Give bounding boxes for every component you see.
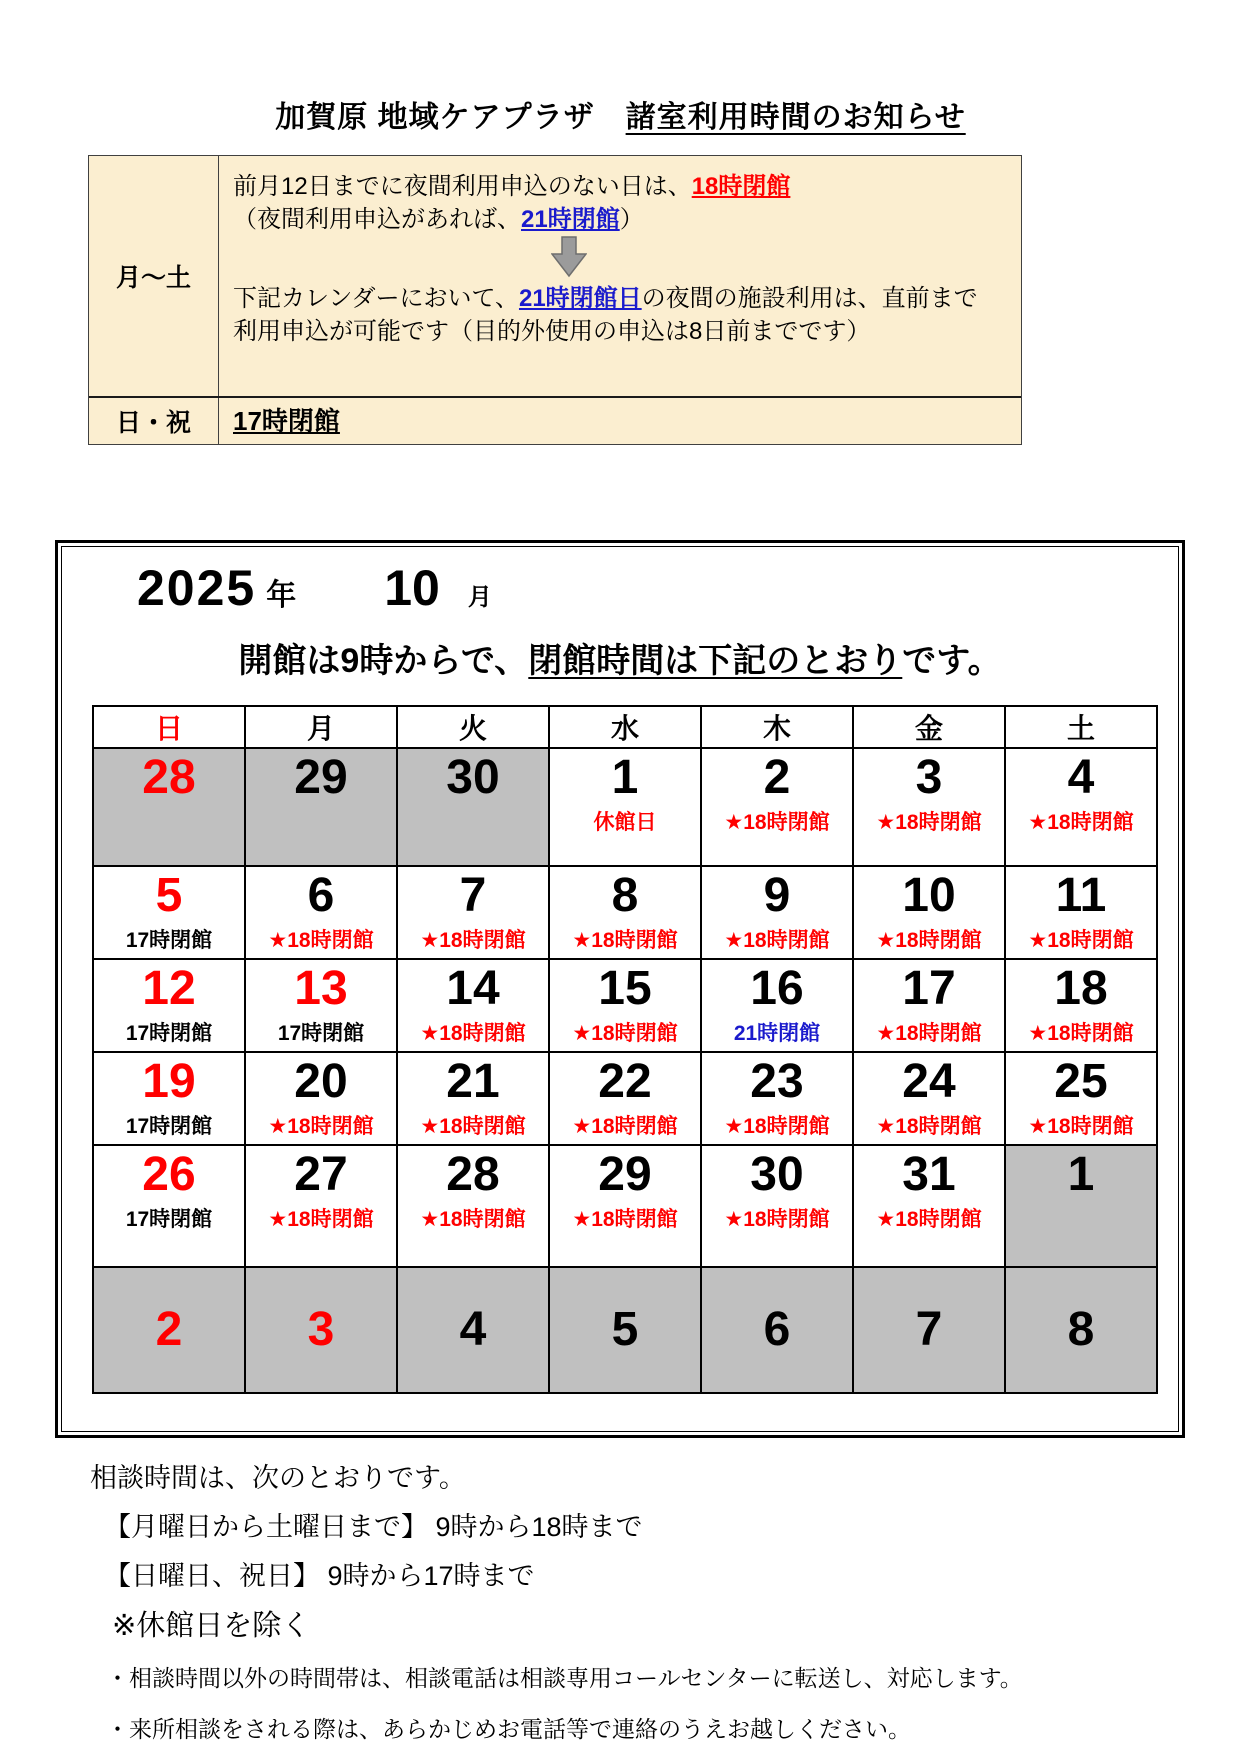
calendar-cell — [853, 1267, 1005, 1393]
sunhol-label: 日・祝 — [89, 398, 219, 444]
calendar-cell — [853, 1145, 1005, 1267]
calendar-week-row — [93, 748, 1157, 866]
day-number: 18 — [1054, 962, 1108, 1015]
day-number: 3 — [307, 1302, 335, 1356]
calendar-cell — [549, 748, 701, 866]
day-number: 23 — [750, 1055, 804, 1108]
closing-time-label: 17時閉館 — [125, 1115, 213, 1139]
consultation-intro: 相談時間は、次のとおりです。 — [90, 1463, 466, 1493]
monsat-line3-text: 下記カレンダーにおいて、 — [233, 285, 519, 312]
closing-time-label: ★18時閉館 — [420, 1115, 526, 1139]
calendar-cell — [245, 1267, 397, 1393]
close-17-highlight: 17時閉館 — [233, 405, 340, 436]
page-title-underlined: 諸室利用時間のお知らせ — [625, 101, 966, 134]
calendar-subtitle — [62, 633, 1178, 682]
day-number: 2 — [155, 1302, 183, 1356]
calendar-cell — [701, 1145, 853, 1267]
closing-time-label: ★18時閉館 — [876, 1115, 982, 1139]
day-number: 22 — [598, 1055, 652, 1108]
closing-time-label: 17時閉館 — [125, 929, 213, 953]
day-number: 20 — [294, 1055, 348, 1108]
calendar-cell — [397, 1145, 549, 1267]
calendar-cell — [397, 959, 549, 1052]
calendar-week-row — [93, 959, 1157, 1052]
calendar-cell — [549, 866, 701, 959]
day-number: 6 — [307, 869, 335, 922]
calendar-cell — [93, 1267, 245, 1393]
down-arrow-icon — [551, 236, 1011, 282]
monsat-line3-post: の夜間の施設利用は、直前まで — [641, 285, 978, 312]
calendar-cell — [245, 866, 397, 959]
calendar-cell — [549, 1267, 701, 1393]
calendar-week-row — [93, 1267, 1157, 1393]
calendar-cell — [397, 866, 549, 959]
closing-time-label: ★18時閉館 — [1028, 1022, 1134, 1046]
day-header-4: 木 — [701, 706, 853, 748]
closing-time-label: ★18時閉館 — [876, 1022, 982, 1046]
closing-time-label: 休館日 — [593, 811, 657, 835]
calendar-cell — [1005, 866, 1157, 959]
calendar-subtitle-post: です。 — [902, 642, 1002, 680]
calendar-week-row — [93, 1145, 1157, 1267]
calendar-cell — [701, 748, 853, 866]
closing-time-label: ★18時閉館 — [876, 1208, 982, 1232]
day-number: 11 — [1055, 869, 1107, 922]
closing-time-label: 17時閉館 — [277, 1022, 365, 1046]
close-18-highlight: 18時閉館 — [691, 173, 791, 200]
calendar-cell — [397, 1267, 549, 1393]
calendar-cell — [701, 959, 853, 1052]
closing-time-label: ★18時閉館 — [724, 1208, 830, 1232]
day-number: 30 — [446, 751, 500, 804]
calendar-cell — [93, 748, 245, 866]
calendar-cell — [853, 959, 1005, 1052]
calendar-cell — [853, 748, 1005, 866]
day-number: 2 — [763, 751, 791, 804]
closing-time-label: ★18時閉館 — [420, 1208, 526, 1232]
calendar-cell — [549, 959, 701, 1052]
monsat-label: 月～土 — [89, 156, 219, 396]
calendar-title — [137, 559, 492, 617]
closing-time-label: 17時閉館 — [125, 1208, 213, 1232]
day-number: 4 — [459, 1302, 487, 1356]
day-number: 27 — [294, 1148, 348, 1201]
calendar-panel — [55, 540, 1185, 1438]
monsat-line1-text: 前月12日までに夜間利用申込のない日は、 — [233, 173, 692, 200]
day-header-5: 金 — [853, 706, 1005, 748]
day-number: 8 — [611, 869, 639, 922]
closed-day-exception: ※休館日を除く — [112, 1610, 311, 1642]
day-number: 3 — [915, 751, 943, 804]
monsat-content — [219, 156, 1021, 396]
closing-time-label: 17時閉館 — [125, 1022, 213, 1046]
page-title — [0, 92, 1241, 136]
closing-time-label: ★18時閉館 — [876, 811, 982, 835]
closing-time-label: ★18時閉館 — [572, 1208, 678, 1232]
closing-time-label: ★18時閉館 — [420, 1022, 526, 1046]
calendar-cell — [853, 866, 1005, 959]
calendar-year-suffix: 年 — [266, 579, 297, 612]
monsat-line3 — [233, 282, 1011, 315]
closing-time-label: ★18時閉館 — [572, 1022, 678, 1046]
calendar-cell — [93, 959, 245, 1052]
day-number: 5 — [155, 869, 183, 922]
calendar-cell — [1005, 1267, 1157, 1393]
day-number: 25 — [1054, 1055, 1108, 1108]
calendar-cell — [93, 866, 245, 959]
calendar-cell — [93, 1052, 245, 1145]
day-number: 10 — [902, 869, 956, 922]
day-number: 1 — [611, 751, 639, 804]
calendar-cell — [245, 959, 397, 1052]
day-number: 4 — [1067, 751, 1095, 804]
consultation-notes — [90, 1456, 1200, 1755]
closing-time-label: ★18時閉館 — [724, 811, 830, 835]
day-number: 19 — [142, 1055, 196, 1108]
day-number: 16 — [750, 962, 804, 1015]
day-header-0: 日 — [93, 706, 245, 748]
monsat-line2-post: ） — [619, 206, 644, 233]
day-number: 7 — [915, 1302, 943, 1356]
closing-time-label: ★18時閉館 — [268, 1208, 374, 1232]
closing-time-label: ★18時閉館 — [724, 929, 830, 953]
calendar-cell — [93, 1145, 245, 1267]
usage-hours-table — [88, 155, 1022, 445]
page-title-pre: 加賀原 地域ケアプラザ — [275, 101, 626, 134]
day-number: 15 — [598, 962, 652, 1015]
calendar-month-suffix: 月 — [467, 584, 492, 611]
calendar-cell — [701, 1052, 853, 1145]
calendar-cell — [701, 866, 853, 959]
day-number: 1 — [1067, 1148, 1095, 1201]
calendar-year: 2025 — [137, 560, 257, 616]
monsat-line1 — [233, 170, 1011, 203]
closing-time-label: ★18時閉館 — [268, 929, 374, 953]
monsat-row — [89, 156, 1021, 396]
closing-time-label: ★18時閉館 — [1028, 1115, 1134, 1139]
day-number: 26 — [142, 1148, 196, 1201]
visit-note: ・来所相談をされる際は、あらかじめお電話等で連絡のうえお越しください。 — [106, 1716, 911, 1742]
calendar-cell — [1005, 1052, 1157, 1145]
consultation-hours-sunhol: 【日曜日、祝日】 9時から17時まで — [104, 1561, 535, 1591]
day-number: 29 — [294, 751, 348, 804]
calendar-cell — [701, 1267, 853, 1393]
calendar-cell — [397, 748, 549, 866]
monsat-line2-text: （夜間利用申込があれば、 — [233, 206, 521, 233]
sunhol-content — [219, 398, 1021, 444]
consultation-hours-monsat: 【月曜日から土曜日まで】 9時から18時まで — [104, 1512, 643, 1542]
calendar-cell — [853, 1052, 1005, 1145]
day-number: 8 — [1067, 1302, 1095, 1356]
closing-time-label: ★18時閉館 — [572, 929, 678, 953]
calendar-cell — [245, 1145, 397, 1267]
closing-time-label: ★18時閉館 — [572, 1115, 678, 1139]
day-number: 9 — [763, 869, 791, 922]
calendar-cell — [1005, 959, 1157, 1052]
day-number: 13 — [294, 962, 348, 1015]
closing-time-label: ★18時閉館 — [1028, 811, 1134, 835]
closing-time-label: ★18時閉館 — [420, 929, 526, 953]
calendar-table — [92, 705, 1158, 1394]
day-header-row — [93, 706, 1157, 748]
close-21-day-highlight: 21時閉館日 — [518, 285, 642, 312]
callcenter-note: ・相談時間以外の時間帯は、相談電話は相談専用コールセンターに転送し、対応します。 — [106, 1665, 1023, 1691]
day-number: 14 — [446, 962, 500, 1015]
closing-time-label: 21時閉館 — [733, 1022, 821, 1046]
day-number: 28 — [446, 1148, 500, 1201]
calendar-month: 10 — [384, 560, 440, 616]
day-header-3: 水 — [549, 706, 701, 748]
calendar-week-row — [93, 866, 1157, 959]
day-number: 24 — [902, 1055, 956, 1108]
closing-time-label: ★18時閉館 — [1028, 929, 1134, 953]
day-number: 29 — [598, 1148, 652, 1201]
closing-time-label: ★18時閉館 — [876, 929, 982, 953]
day-number: 30 — [750, 1148, 804, 1201]
calendar-cell — [549, 1052, 701, 1145]
calendar-subtitle-underlined: 閉館時間は下記のとおり — [528, 642, 903, 680]
day-number: 5 — [611, 1302, 639, 1356]
calendar-cell — [245, 1052, 397, 1145]
day-number: 6 — [763, 1302, 791, 1356]
day-number: 21 — [446, 1055, 500, 1108]
calendar-cell — [397, 1052, 549, 1145]
day-number: 7 — [459, 869, 487, 922]
sunhol-row — [89, 396, 1021, 444]
day-number: 28 — [142, 751, 196, 804]
calendar-cell — [549, 1145, 701, 1267]
day-header-2: 火 — [397, 706, 549, 748]
day-number: 31 — [902, 1148, 956, 1201]
calendar-panel-inner — [61, 546, 1179, 1432]
calendar-cell — [1005, 1145, 1157, 1267]
calendar-cell — [1005, 748, 1157, 866]
calendar-week-row — [93, 1052, 1157, 1145]
monsat-line4: 利用申込が可能です（目的外使用の申込は8日前までです） — [233, 318, 871, 345]
monsat-line2 — [233, 203, 1011, 236]
day-header-6: 土 — [1005, 706, 1157, 748]
day-number: 17 — [902, 962, 956, 1015]
calendar-cell — [245, 748, 397, 866]
day-header-1: 月 — [245, 706, 397, 748]
closing-time-label: ★18時閉館 — [724, 1115, 830, 1139]
close-21-highlight: 21時閉館 — [521, 206, 620, 233]
calendar-subtitle-pre: 開館は9時からで、 — [238, 642, 529, 680]
closing-time-label: ★18時閉館 — [268, 1115, 374, 1139]
day-number: 12 — [142, 962, 196, 1015]
